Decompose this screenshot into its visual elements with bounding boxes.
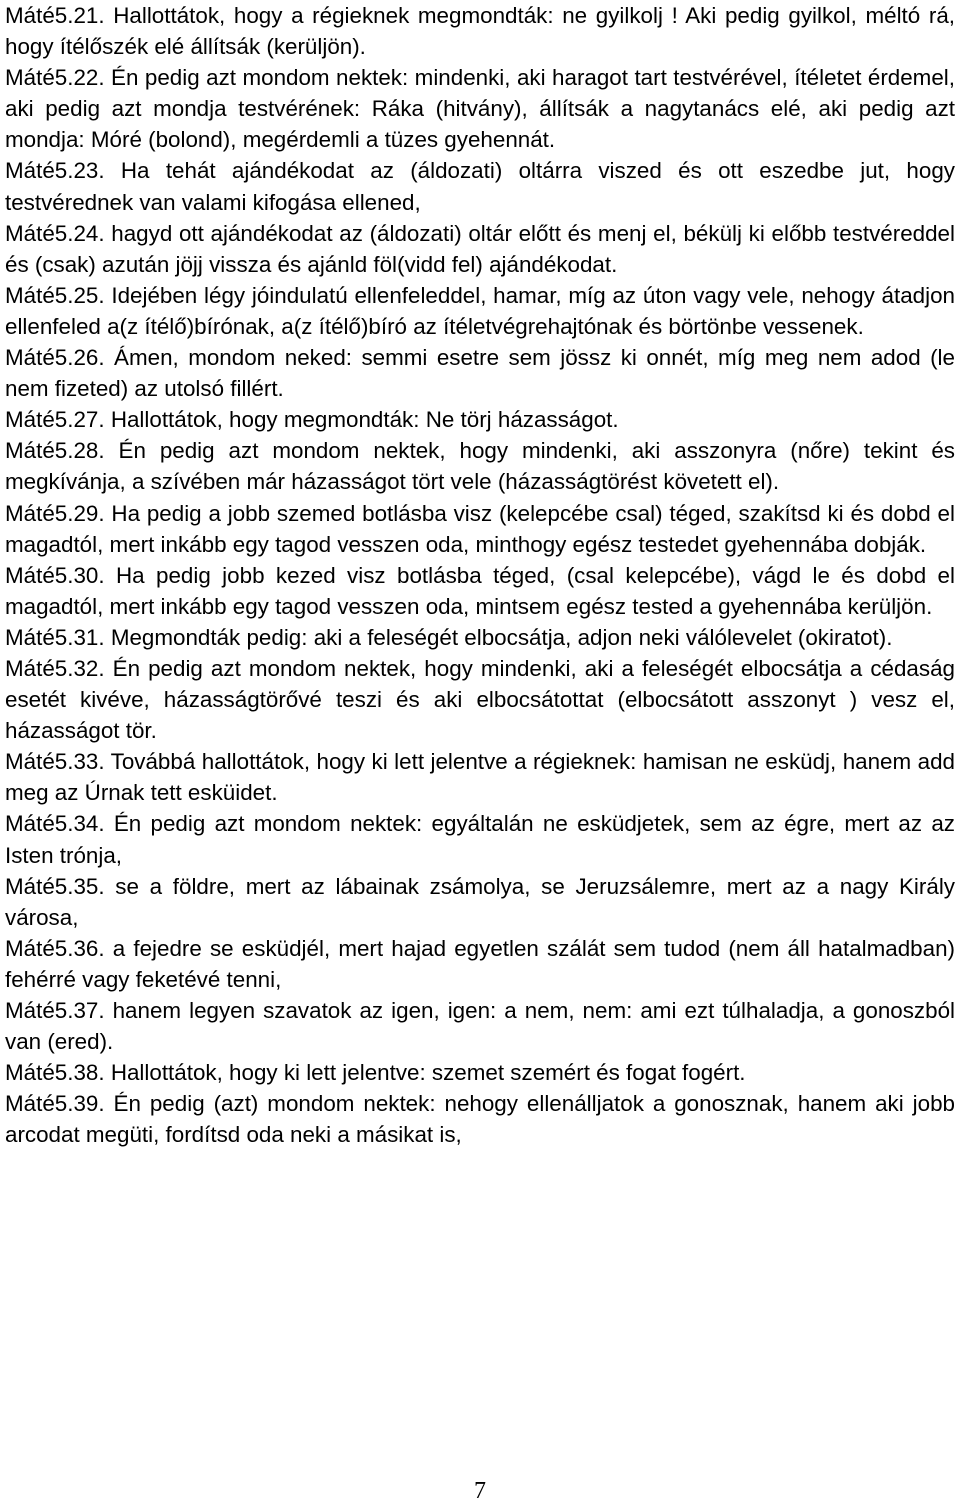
verse-ref: Máté5.30.	[5, 562, 105, 588]
verse-text: se a földre, mert az lábainak zsámolya, se Jeruzsálemre, mert az a nagy Király városa,	[5, 873, 955, 930]
verse-text: Én pedig azt mondom nektek, hogy mindenki, aki asszonyra (nőre) tekint és megkívánja, a szívében már házasságot tört vele (házasságtörést követett el).	[5, 438, 955, 495]
verse-5-33	[5, 746, 955, 808]
verse-5-28	[5, 435, 955, 497]
verse-ref: Máté5.27.	[5, 407, 105, 433]
verse-5-24	[5, 218, 955, 280]
verse-ref: Máté5.29.	[5, 500, 105, 526]
verse-5-26	[5, 342, 955, 404]
verse-text: Megmondták pedig: aki a feleségét elbocsátja, adjon neki válólevelet (okiratot).	[110, 624, 893, 650]
verse-text: Továbbá hallottátok, hogy ki lett jelentve a régieknek: hamisan ne esküdj, hanem add meg az Úrnak tett esküidet.	[5, 749, 955, 806]
verse-ref: Máté5.31.	[5, 624, 105, 650]
verse-text: Hallottátok, hogy ki lett jelentve: szemet szemért és fogat fogért.	[110, 1060, 746, 1086]
verse-5-23	[5, 155, 955, 217]
verse-ref: Máté5.39.	[5, 1091, 105, 1117]
verse-5-39	[5, 1088, 955, 1150]
verse-5-27	[5, 404, 955, 435]
verse-text: Idejében légy jóindulatú ellenfeleddel, hamar, míg az úton vagy vele, nehogy átadjon ellenfeled a(z ítélő)bírónak, a(z ítélő)bíró az ítéletvégrehajtónak és börtönbe vessenek.	[5, 282, 955, 339]
verse-5-25	[5, 280, 955, 342]
verse-text: Ha pedig a jobb szemed botlásba visz (kelepcébe csal) téged, szakítsd ki és dobd el magadtól, mert inkább egy tagod vesszen oda, minthogy egész testedet gyehennába dobják.	[5, 500, 955, 557]
verse-text: hagyd ott ajándékodat az (áldozati) oltár előtt és menj el, békülj ki előbb testvéreddel és (csak) azután jöjj vissza és ajánld föl(vidd fel) ajándékodat.	[5, 220, 955, 277]
verse-ref: Máté5.24.	[5, 220, 105, 246]
verse-list	[5, 0, 955, 1150]
verse-5-38	[5, 1057, 955, 1088]
verse-5-36	[5, 933, 955, 995]
verse-ref: Máté5.26.	[5, 345, 105, 371]
verse-ref: Máté5.25.	[5, 282, 105, 308]
verse-text: Én pedig azt mondom nektek: egyáltalán ne esküdjetek, sem az égre, mert az az Isten trónja,	[5, 811, 955, 868]
verse-text: Én pedig azt mondom nektek, hogy mindenki, aki a feleségét elbocsátja a cédaság esetét kivéve, házasságtörővé teszi és aki elbocsátottat (elbocsátott asszonyt ) vesz el, házasságot tör.	[5, 655, 955, 744]
verse-ref: Máté5.33.	[5, 749, 105, 775]
verse-ref: Máté5.34.	[5, 811, 105, 837]
verse-5-34	[5, 808, 955, 870]
verse-ref: Máté5.38.	[5, 1060, 105, 1086]
verse-5-22	[5, 62, 955, 155]
verse-ref: Máté5.37.	[5, 998, 105, 1023]
verse-text: Én pedig (azt) mondom nektek: nehogy ellenálljatok a gonosznak, hanem aki jobb arcodat megüti, fordítsd oda neki a másikat is,	[5, 1091, 955, 1148]
verse-5-35	[5, 871, 955, 933]
verse-text: Ha pedig jobb kezed visz botlásba téged, (csal kelepcébe), vágd le és dobd el magadtól, mert inkább egy tagod vesszen oda, mintsem egész tested a gyehennába kerüljön.	[5, 562, 955, 619]
verse-5-31	[5, 622, 955, 653]
verse-text: Ámen, mondom neked: semmi esetre sem jössz ki onnét, míg meg nem adod (le nem fizeted) az utolsó fillért.	[5, 345, 955, 402]
verse-5-30	[5, 560, 955, 622]
verse-text: hanem legyen szavatok az igen, igen: a nem, nem: ami ezt túlhaladja, a gonoszból van (ered).	[5, 998, 955, 1055]
verse-text: a fejedre se esküdjél, mert hajad egyetlen szálát sem tudod (nem áll hatalmadban) fehérré vagy feketévé tenni,	[5, 935, 955, 992]
verse-text: Hallottátok, hogy a régieknek megmondták: ne gyilkolj ! Aki pedig gyilkol, méltó rá, hogy ítélőszék elé állítsák (kerüljön).	[5, 3, 955, 60]
verse-ref: Máté5.35.	[5, 873, 105, 899]
verse-text: Én pedig azt mondom nektek: mindenki, aki haragot tart testvérével, ítéletet érdemel, aki pedig azt mondja testvérének: Ráka (hitvány), állítsák a nagytanács elé, aki pedig azt mondja: Móré (bolond), megérdemli a tüzes gyehennát.	[5, 65, 955, 153]
verse-ref: Máté5.22.	[5, 65, 105, 91]
verse-ref: Máté5.36.	[5, 935, 105, 961]
verse-ref: Máté5.23.	[5, 158, 105, 184]
verse-5-32	[5, 653, 955, 746]
verse-text: Ha tehát ajándékodat az (áldozati) oltárra viszed és ott eszedbe jut, hogy testvérednek van valami kifogása ellened,	[5, 158, 955, 215]
verse-text: Hallottátok, hogy megmondták: Ne törj házasságot.	[110, 407, 619, 433]
verse-5-37	[5, 995, 955, 1057]
verse-ref: Máté5.21.	[5, 3, 105, 28]
page-number: 7	[474, 1478, 486, 1504]
verse-ref: Máté5.32.	[5, 655, 105, 681]
verse-5-29	[5, 498, 955, 560]
verse-ref: Máté5.28.	[5, 438, 105, 464]
verse-5-21	[5, 0, 955, 62]
